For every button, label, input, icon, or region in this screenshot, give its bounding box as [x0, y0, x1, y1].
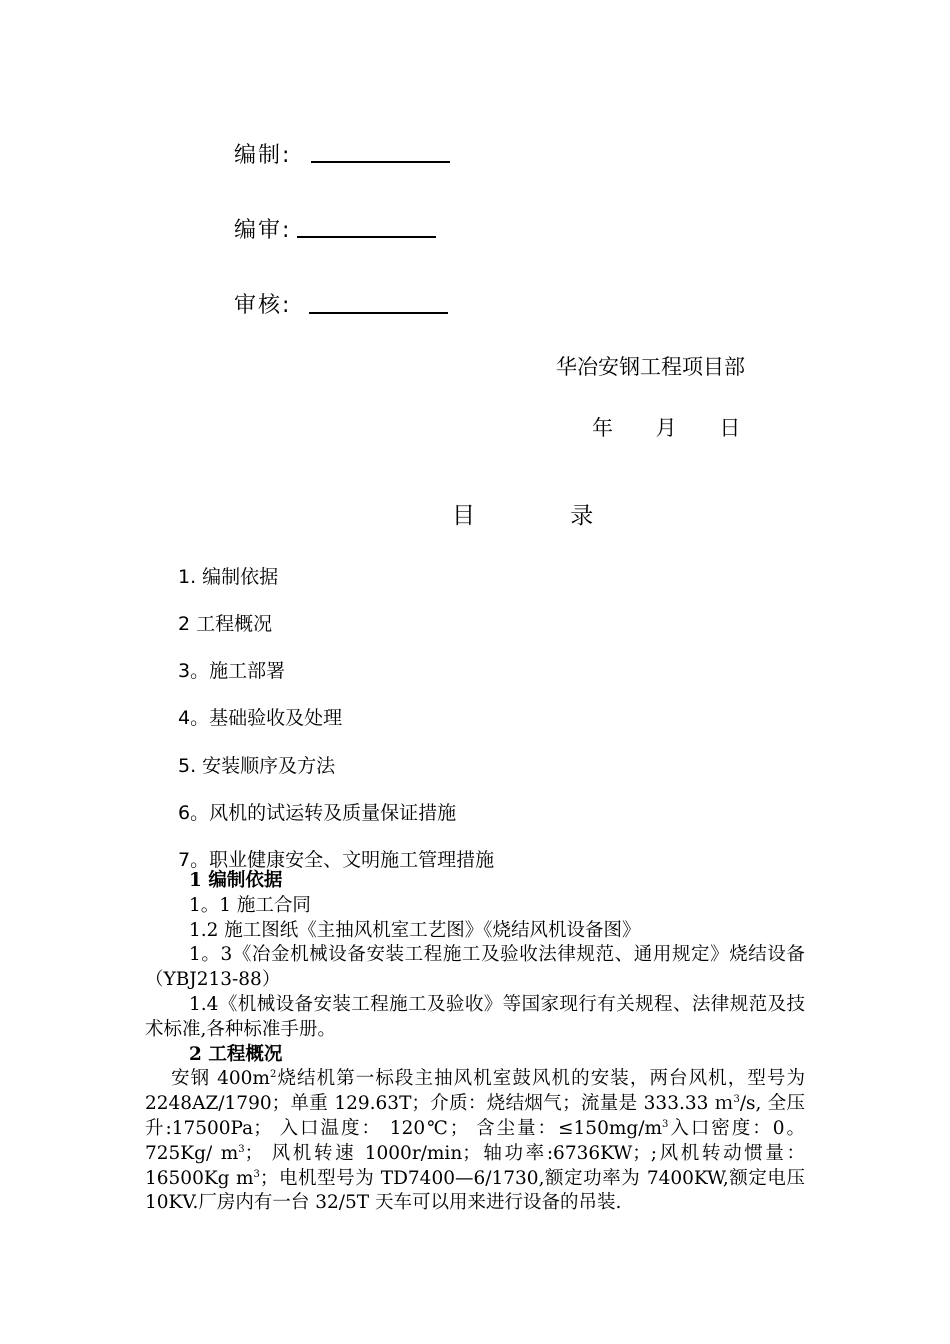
organization-name: 华冶安钢工程项目部 [556, 355, 745, 379]
section-1-heading: 1 编制依据 [189, 870, 283, 891]
section-1-item: 1.2 施工图纸《主抽风机室工艺图》《烧结风机设备图》 [189, 919, 641, 941]
superscript: 3 [733, 1094, 740, 1106]
section-2-heading: 2 工程概况 [189, 1043, 283, 1065]
section-1-item: 1.4《机械设备安装工程施工及验收》等国家现行有关规程、法律规范及技术标准,各种标准手册。 [145, 993, 805, 1040]
toc-item: 5. 安装顺序及方法 [178, 755, 336, 777]
superscript: 3 [662, 1118, 669, 1130]
para-seg: /s, 全压升:17500Pa； 入口温度： 120℃； 含尘量：≤150mg/m [145, 1093, 805, 1139]
para-seg: ； 风机转速 1000r/min；轴功率:6736KW；;风机转动惯量：16500Kg m [145, 1142, 805, 1189]
signature-line-audit [309, 312, 448, 314]
toc-title: 目 录 [452, 503, 638, 529]
superscript: 3 [253, 1168, 260, 1180]
signature-label-review: 编审: [234, 218, 292, 243]
toc-item: 1. 编制依据 [178, 566, 279, 588]
para-seg: 入口密度：0。725Kg/ m [145, 1117, 805, 1164]
section-1-item: 1。1 施工合同 [189, 894, 311, 916]
toc-item: 6。风机的试运转及质量保证措施 [178, 802, 457, 824]
signature-label-compile: 编制: [234, 143, 292, 168]
section-2-paragraph [145, 1067, 805, 1216]
superscript: 3 [238, 1143, 245, 1155]
date-line: 年 月 日 [592, 416, 741, 440]
toc-item: 7。职业健康安全、文明施工管理措施 [178, 849, 495, 871]
para-seg: 安钢 400m [171, 1068, 270, 1090]
signature-line-review [297, 236, 436, 238]
toc-item: 4。基础验收及处理 [178, 707, 343, 729]
signature-label-audit: 审核: [234, 293, 292, 318]
superscript: 2 [269, 1069, 277, 1081]
toc-item: 2 工程概况 [178, 613, 273, 635]
para-seg: 烧结机第一标段主抽风机室鼓风机的安装，两台风机，型号为 2248AZ/1790；单重 129.63T；介质：烧结烟气；流量是 333.33 ｍ [145, 1068, 805, 1115]
signature-line-compile [311, 161, 450, 163]
para-seg: ；电机型号为 TD7400—6/1730,额定功率为 7400KW,额定电压 10KV.厂房内有一台 32/5T 天车可以用来进行设备的吊装. [145, 1167, 805, 1214]
section-1-item: 1。3《冶金机械设备安装工程施工及验收法律规范、通用规定》烧结设备（YBJ213-88） [145, 944, 805, 991]
body-content [145, 869, 805, 1216]
toc-item: 3。施工部署 [178, 660, 286, 682]
